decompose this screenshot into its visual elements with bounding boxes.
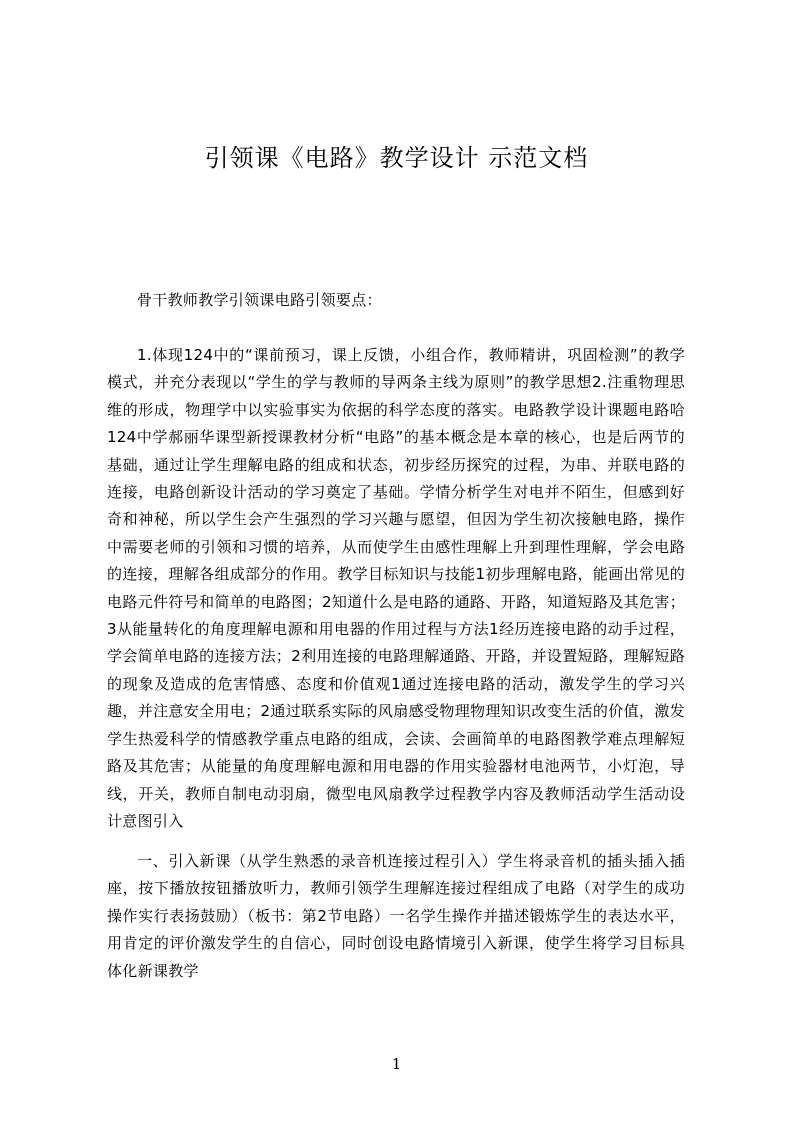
intro-paragraph: 骨干教师教学引领课电路引领要点： bbox=[137, 291, 382, 309]
key-points-paragraph: 1.体现124中的“课前预习，课上反馈，小组合作，教师精讲，巩固检测”的教学模式，并充分表现以“学生的学与教师的导两条主线为原则”的教学思想2.注重物理思维的形成，物理学中以实验事实为依据的科学态度的落实。电路教学设计课题电路哈124中学郝丽华课型新授课教材分析“电路”的基本概念是本章的核心，也是后两节的基础，通过让学生理解电路的组成和状态，初步经历探究的过程，为串、并联电路的连接，电路创新设计活动的学习奠定了基础。学情分析学生对电并不陌生，但感到好奇和神秘，所以学生会产生强烈的学习兴趣与愿望，但因为学生初次接触电路，操作中需要老师的引领和习惯的培养，从而使学生由感性理解上升到理性理解，学会电路的连接，理解各组成部分的作用。教学目标知识与技能1初步理解电路，能画出常见的电路元件符号和简单的电路图；2知道什么是电路的通路、开路，知道短路及其危害；3从能量转化的角度理解电源和用电器的作用过程与方法1经历连接电路的动手过程，学会简单电路的连接方法；2利用连接的电路理解通路、开路，并设置短路，理解短路的现象及造成的危害情感、态度和价值观1通过连接电路的活动，激发学生的学习兴趣，并注意安全用电；2通过联系实际的风扇感受物理物理知识改变生活的价值，激发学生热爱科学的情感教学重点电路的组成，会读、会画简单的电路图教学难点理解短路及其危害；从能量的角度理解电源和用电器的作用实验器材电池两节，小灯泡，导线，开关，教师自制电动羽扇，微型电风扇教学过程教学内容及教师活动学生活动设计意图引入 bbox=[107, 346, 685, 830]
document-title: 引领课《电路》教学设计 示范文档 bbox=[204, 144, 589, 172]
section-one-paragraph: 一、引入新课（从学生熟悉的录音机连接过程引入）学生将录音机的插头插入插座，按下播放按钮播放听力，教师引领学生理解连接过程组成了电路（对学生的成功操作实行表扬鼓励）（板书：第2节电路）一名学生操作并描述锻炼学生的表达水平，用肯定的评价激发学生的自信心，同时创设电路情境引入新课，使学生将学习目标具体化新课教学 bbox=[107, 852, 685, 980]
page-number: 1 bbox=[391, 1055, 402, 1073]
